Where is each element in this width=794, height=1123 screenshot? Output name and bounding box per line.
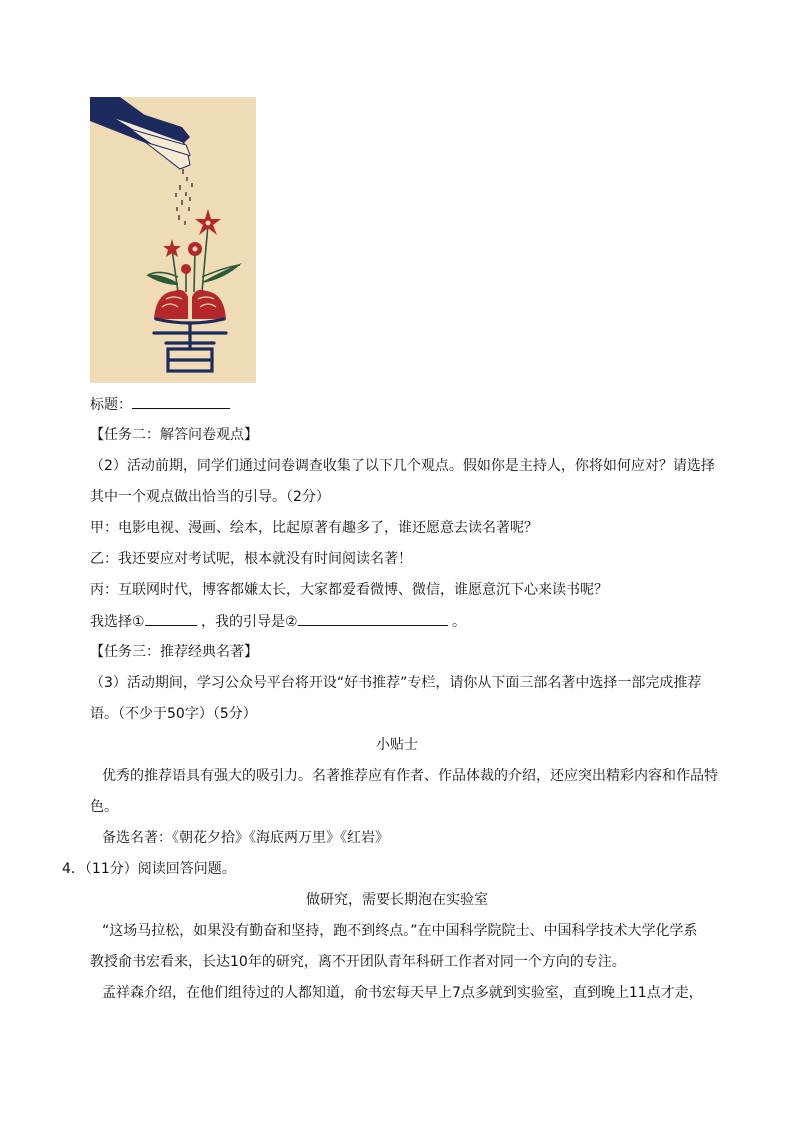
- title-label: 标题：: [90, 397, 132, 413]
- opinion-a: 甲：电影电视、漫画、绘本，比起原著有趣多了，谁还愿意去读名著呢？: [90, 520, 538, 536]
- task2-question-line2: 其中一个观点做出恰当的引导。（2分）: [90, 489, 330, 505]
- q4-heading: 4．（11分）阅读回答问题。: [62, 861, 236, 877]
- opinion-c: 丙：互联网时代，博客都嫌太长，大家都爱看微博、微信，谁愿意沉下心来读书呢？: [90, 582, 608, 598]
- task2-question-line1: （2）活动前期，同学们通过问卷调查收集了以下几个观点。假如你是主持人，你将如何应对？请选择: [90, 458, 715, 474]
- title-line: [90, 394, 230, 415]
- p1-line1: “这场马拉松，如果没有勤奋和坚持，跑不到终点。”在中国科学院院士、中国科学技术大学化学系: [102, 923, 698, 939]
- task2-header: 【任务二：解答问卷观点】: [90, 427, 258, 443]
- task3-question-line1: （3）活动期间，学习公众号平台将开设“好书推荐”专栏，请你从下面三部名著中选择一部完成推荐: [90, 675, 702, 691]
- choice-mid: ，我的引导是②: [201, 614, 298, 630]
- choice-prefix: 我选择①: [90, 614, 145, 630]
- p2-line1: 孟祥森介绍，在他们组待过的人都知道，俞书宏每天早上7点多就到实验室，直到晚上11点才走，: [102, 985, 703, 1001]
- book-options: 备选名著：《朝花夕拾》《海底两万里》《红岩》: [102, 830, 389, 846]
- choice-line: [90, 611, 466, 632]
- article-title: 做研究，需要长期泡在实验室: [306, 892, 488, 908]
- guidance-blank[interactable]: [298, 611, 448, 626]
- task3-question-line2: 语。（不少于50字）（5分）: [90, 706, 257, 722]
- p1-line2: 教授俞书宏看来，长达10年的研究，离不开团队青年科研工作者对同一个方向的专注。: [90, 954, 626, 970]
- opinion-b: 乙：我还要应对考试呢，根本就没有时间阅读名著！: [90, 551, 412, 567]
- book-poster-image: [90, 97, 256, 383]
- tip-line1: 优秀的推荐语具有强大的吸引力。名著推荐应有作者、作品体裁的介绍，还应突出精彩内容和作品特: [102, 768, 718, 784]
- task3-header: 【任务三：推荐经典名著】: [90, 644, 258, 660]
- tip-title: 小贴士: [376, 737, 418, 753]
- choice-end: 。: [452, 614, 467, 630]
- title-blank[interactable]: [132, 394, 230, 409]
- choice-blank[interactable]: [145, 611, 197, 626]
- tip-line2: 色。: [90, 799, 118, 815]
